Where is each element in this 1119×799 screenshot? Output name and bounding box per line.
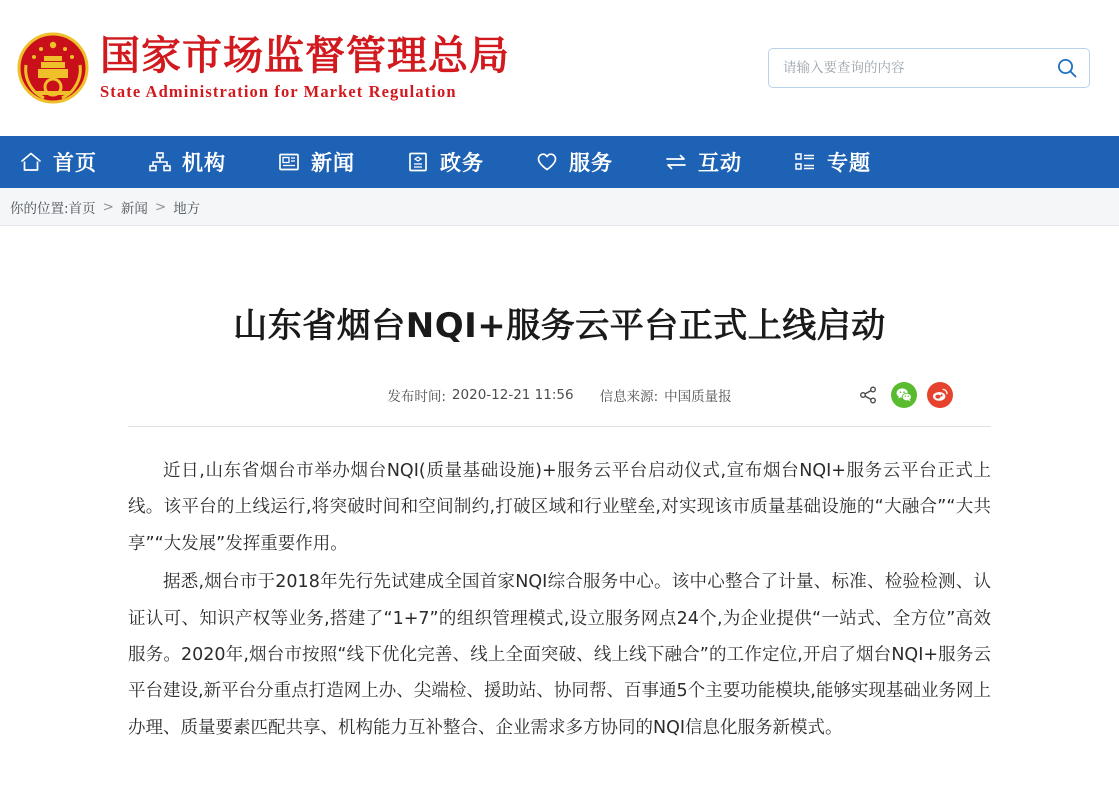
home-icon xyxy=(18,149,44,175)
article-paragraph: 近日,山东省烟台市举办烟台NQI(质量基础设施)+服务云平台启动仪式,宣布烟台NQI+服务云平台正式上线。该平台的上线运行,将突破时间和空间制约,打破区域和行业壁垒,对实现该市质量基础设施的“大融合”“大共享”“大发展”发挥重要作用。 xyxy=(128,461,991,554)
news-icon xyxy=(276,149,302,175)
heart-icon xyxy=(534,149,560,175)
nav-label: 专题 xyxy=(827,151,871,175)
nav-item-service[interactable] xyxy=(534,147,613,177)
nav-item-news[interactable] xyxy=(276,147,355,177)
page-title: 山东省烟台NQI+服务云平台正式上线启动 xyxy=(233,306,886,346)
breadcrumb-separator: > xyxy=(102,198,114,215)
main-nav xyxy=(0,136,1119,188)
search-input[interactable] xyxy=(769,49,1045,87)
grid-list-icon xyxy=(792,149,818,175)
source-value: 中国质量报 xyxy=(664,389,732,405)
article-body xyxy=(128,453,991,746)
search-button[interactable] xyxy=(1045,49,1089,87)
article xyxy=(0,298,1119,746)
nav-label: 机构 xyxy=(182,151,226,175)
search-icon xyxy=(1056,57,1078,79)
search-box[interactable] xyxy=(768,48,1090,88)
article-meta xyxy=(128,382,991,408)
government-icon xyxy=(405,149,431,175)
nav-item-topics[interactable] xyxy=(792,147,871,177)
nav-label: 新闻 xyxy=(311,151,355,175)
breadcrumb-item-home[interactable]: 首页 xyxy=(68,200,96,217)
national-emblem-icon xyxy=(14,29,92,107)
weibo-icon[interactable] xyxy=(927,382,953,408)
site-header xyxy=(0,0,1119,136)
source-label: 信息来源: xyxy=(599,389,659,405)
nav-item-interaction[interactable] xyxy=(663,147,742,177)
share-icon[interactable] xyxy=(855,382,881,408)
publish-time-value: 2020-12-21 11:56 xyxy=(451,387,574,403)
org-chart-icon xyxy=(147,149,173,175)
exchange-arrows-icon xyxy=(663,149,689,175)
breadcrumb-prefix: 你的位置: xyxy=(10,200,69,217)
share-group xyxy=(855,382,953,408)
nav-label: 首页 xyxy=(53,151,97,175)
nav-label: 互动 xyxy=(698,151,742,175)
wechat-icon[interactable] xyxy=(891,382,917,408)
site-logo[interactable] xyxy=(14,29,510,107)
nav-item-home[interactable] xyxy=(18,147,97,177)
meta-divider xyxy=(128,426,991,427)
breadcrumb xyxy=(0,188,1119,226)
article-paragraph: 据悉,烟台市于2018年先行先试建成全国首家NQI综合服务中心。该中心整合了计量、标准、检验检测、认证认可、知识产权等业务,搭建了“1+7”的组织管理模式,设立服务网点24个,为企业提供“一站式、全方位”高效服务。2020年,烟台市按照“线下优化完善、线上全面突破、线上线下融合”的工作定位,开启了烟台NQI+服务云平台建设,新平台分重点打造网上办、尖端检、援助站、协同帮、百事通5个主要功能模块,能够实现基础业务网上办理、质量要素匹配共享、机构能力互补整合、企业需求多方协同的NQI信息化服务新模式。 xyxy=(128,572,991,738)
org-name-cn: 国家市场监督管理总局 xyxy=(100,33,510,79)
nav-label: 政务 xyxy=(440,151,484,175)
publish-time-label: 发布时间: xyxy=(387,389,446,405)
breadcrumb-separator: > xyxy=(154,198,167,215)
org-name-en: State Administration for Market Regulation xyxy=(100,82,457,101)
breadcrumb-item-news[interactable]: 新闻 xyxy=(120,200,148,217)
nav-item-government[interactable] xyxy=(405,147,484,177)
nav-label: 服务 xyxy=(569,151,613,175)
breadcrumb-item-local[interactable]: 地方 xyxy=(173,200,201,217)
nav-item-organization[interactable] xyxy=(147,147,226,177)
